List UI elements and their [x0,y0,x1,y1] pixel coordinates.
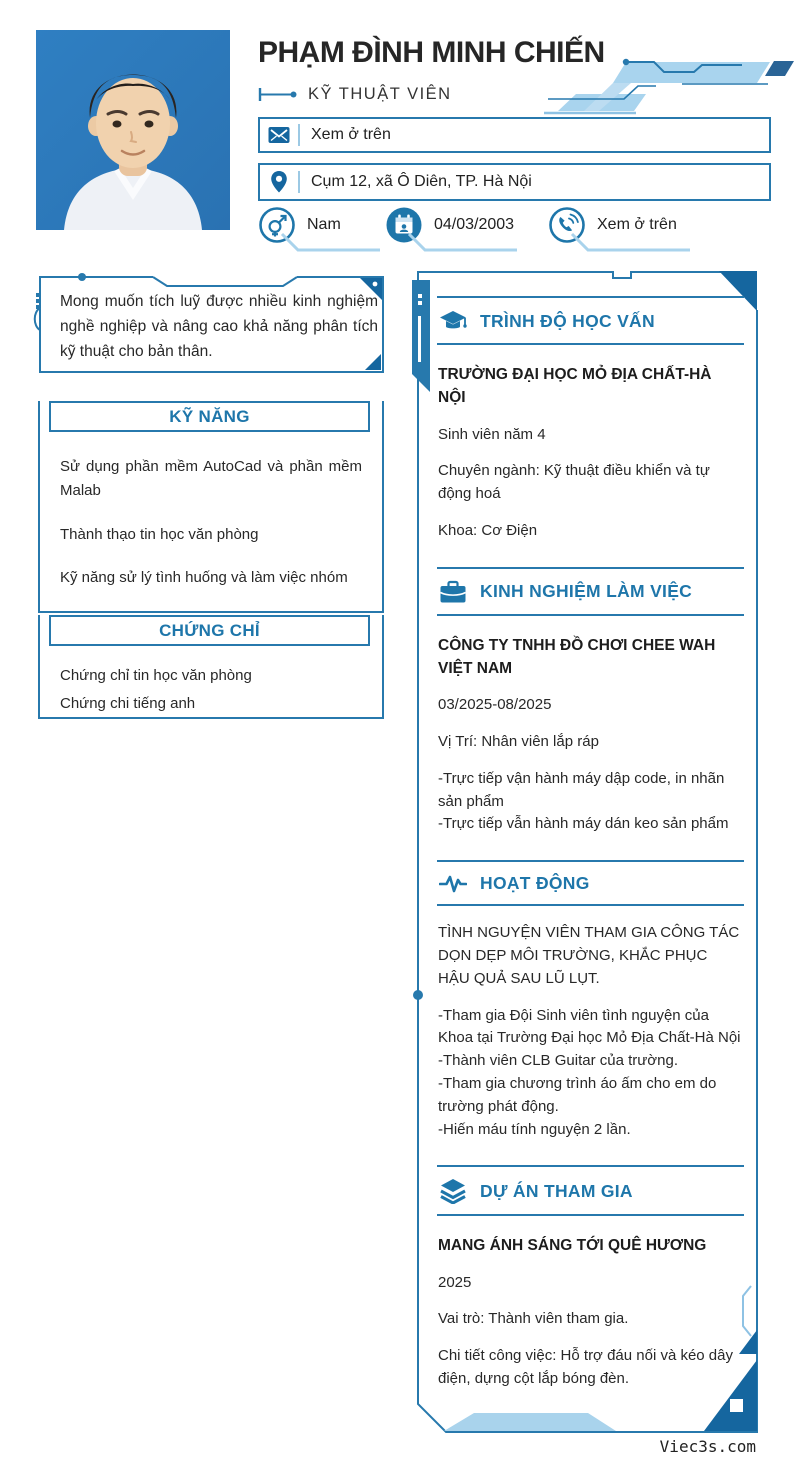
field-separator [298,124,300,146]
experience-title: KINH NGHIỆM LÀM VIỆC [480,581,693,602]
project-name: MANG ÁNH SÁNG TỚI QUÊ HƯƠNG [438,1237,707,1255]
education-section [437,296,744,561]
education-status: Sinh viên năm 4 [438,425,546,443]
skills-title: KỸ NĂNG [169,406,250,426]
gender-value: Nam [307,216,341,233]
skills-section [38,401,384,613]
projects-section [437,1165,744,1408]
gender-item [258,206,341,244]
project-year: 2025 [438,1273,472,1291]
watermark-link[interactable]: Viec3s.com [659,1437,756,1456]
email-value: Xem ở trên [311,126,391,143]
education-title: TRÌNH ĐỘ HỌC VẤN [480,310,655,331]
title-line-icon [258,87,298,102]
objective-box [30,269,390,381]
education-major: Chuyên ngành: Kỹ thuật điều khiển và tự động hoá [438,462,710,503]
certificate-item: Chứng chỉ tin học văn phòng [60,667,252,684]
activity-detail: -Hiến máu tính nguyện 2 lần. [438,1120,631,1138]
location-icon [260,170,298,194]
job-title: KỸ THUẬT VIÊN [308,85,452,103]
address-value: Cụm 12, xã Ô Diên, TP. Hà Nội [311,173,532,190]
certificates-section [38,615,384,719]
main-panel [410,268,762,1448]
experience-detail: -Trực tiếp vận hành máy dập code, in nhãn sản phẩm [438,769,725,810]
experience-position: Vị Trí: Nhân viên lắp ráp [438,732,599,750]
email-icon [260,124,298,146]
email-field [258,117,771,153]
certificates-header [49,615,370,646]
activity-detail: -Tham gia Đội Sinh viên tình nguyện của Khoa tại Trường Đại học Mỏ Địa Chất-Hà Nội [438,1006,741,1047]
certificates-title: CHỨNG CHỈ [159,620,260,640]
experience-detail: -Trực tiếp vẫn hành máy dán keo sản phẩm [438,815,729,833]
skills-header [49,401,370,432]
company-name: CÔNG TY TNHH ĐỒ CHƠI CHEE WAH VIỆT NAM [438,636,716,677]
profile-photo [36,30,230,230]
activity-detail: -Thành viên CLB Guitar của trường. [438,1052,678,1070]
activity-detail: -Tham gia chương trình áo ấm cho em do trường phát động. [438,1074,717,1115]
education-faculty: Khoa: Cơ Điện [438,521,538,539]
contact-underline [268,232,388,258]
contact-row [258,206,798,258]
briefcase-icon [439,580,467,604]
birthday-value: 04/03/2003 [434,216,515,233]
certificate-item: Chứng chi tiếng anh [60,695,196,713]
circuit-decoration [536,56,796,118]
layers-icon [439,1178,467,1204]
activities-title: HOẠT ĐỘNG [480,873,590,894]
field-separator [298,171,300,193]
activity-icon [439,874,467,894]
skill-item: Thành thạo tin học văn phòng [60,525,259,543]
project-detail: Chi tiết công việc: Hỗ trợ đáu nối và kéo dây điện, dựng cột lắp bóng đèn. [438,1347,733,1387]
candidate-name: PHẠM ĐÌNH MINH CHIẾN [258,36,605,69]
address-field [258,163,771,201]
contact-underline [395,232,525,258]
school-name: TRƯỜNG ĐẠI HỌC MỎ ĐỊA CHẤT-HÀ NỘI [438,366,712,407]
skill-item: Kỹ năng sử lý tình huống và làm việc nhóm [60,568,348,586]
project-role: Vai trò: Thành viên tham gia. [438,1310,629,1328]
graduation-cap-icon [439,309,467,333]
portrait-illustration [36,30,230,230]
contact-underline [558,232,698,258]
experience-section [437,567,744,854]
skill-item: Sử dụng phần mềm AutoCad và phần mềm Malab [60,458,362,500]
objective-text: Mong muốn tích luỹ được nhiều kinh nghiệm nghề nghiệp và nâng cao khả năng phân tích kỹ thuật cho bản thân. [60,293,378,360]
phone-item [548,206,677,244]
phone-value: Xem ở trên [597,216,677,233]
birthday-item [385,206,514,244]
experience-period: 03/2025-08/2025 [438,696,552,714]
activities-summary: TÌNH NGUYỆN VIÊN THAM GIA CÔNG TÁC DỌN DẸP MÔI TRƯỜNG, KHẮC PHỤC HẬU QUẢ SAU LŨ LỤT. [438,924,740,987]
projects-title: DỰ ÁN THAM GIA [480,1180,633,1201]
activities-section [437,860,744,1159]
